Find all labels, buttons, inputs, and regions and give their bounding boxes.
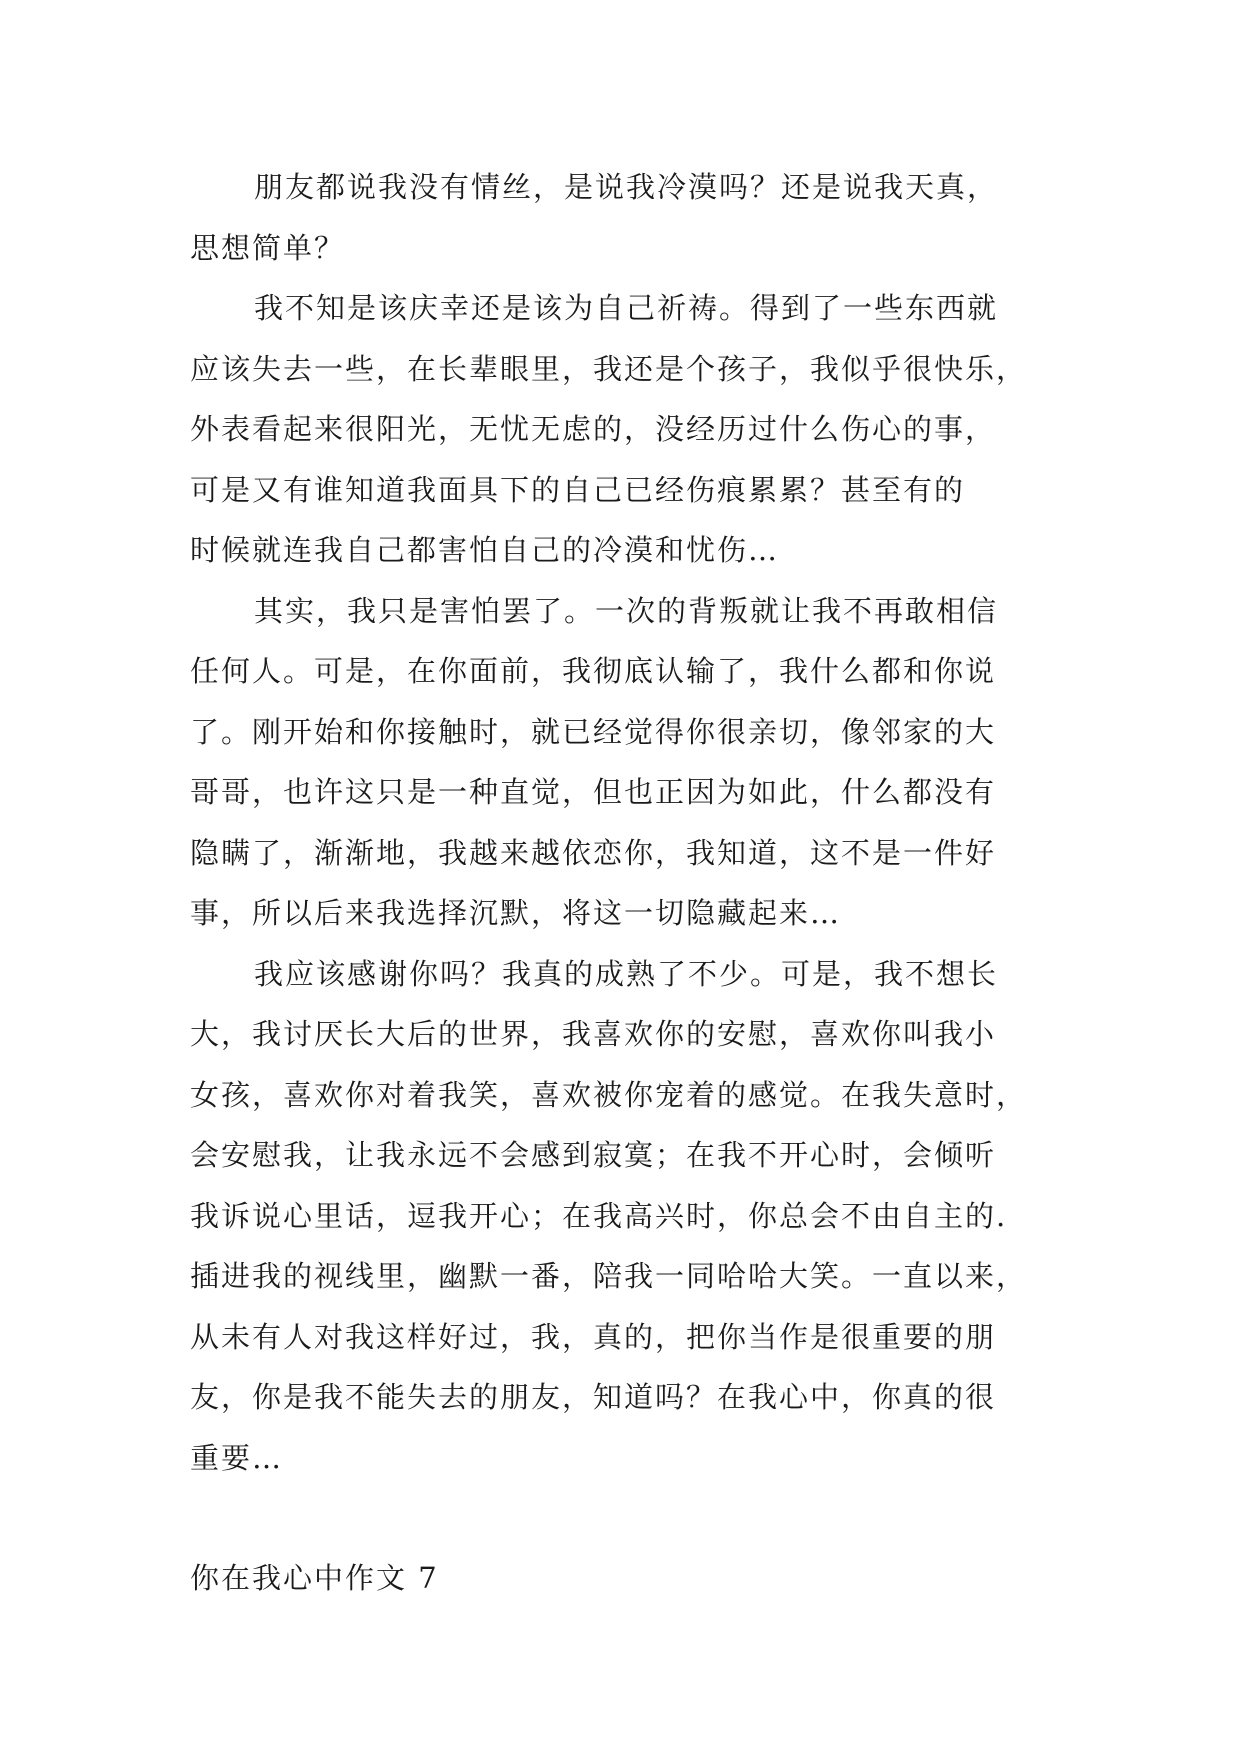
text-line: 我诉说心里话，逗我开心；在我高兴时，你总会不由自主的.: [190, 1198, 1008, 1233]
paragraph: [190, 278, 1060, 581]
text-line: 我应该感谢你吗？我真的成熟了不少。可是，我不想长: [254, 956, 999, 991]
text-line: 应该失去一些，在长辈眼里，我还是个孩子，我似乎很快乐，: [190, 351, 1028, 386]
text-line: 可是又有谁知道我面具下的自己已经伤痕累累？甚至有的: [190, 472, 966, 507]
text-line: 女孩，喜欢你对着我笑，喜欢被你宠着的感觉。在我失意时，: [190, 1077, 1028, 1112]
text-line: 重要…: [190, 1440, 284, 1475]
text-line: 朋友都说我没有情丝，是说我冷漠吗？还是说我天真，: [254, 170, 999, 204]
text-line: 外表看起来很阳光，无忧无虑的，没经历过什么伤心的事，: [190, 412, 997, 446]
text-line: 会安慰我，让我永远不会感到寂寞；在我不开心时，会倾听: [190, 1138, 997, 1172]
text-line: 哥哥，也许这只是一种直觉，但也正因为如此，什么都没有: [190, 775, 997, 809]
paragraph: [190, 944, 1060, 1489]
text-line: 时候就连我自己都害怕自己的冷漠和忧伤…: [190, 533, 780, 567]
text-line: 任何人。可是，在你面前，我彻底认输了，我什么都和你说: [190, 654, 997, 688]
text-line: 从未有人对我这样好过，我，真的，把你当作是很重要的朋: [190, 1319, 997, 1354]
text-line: 友，你是我不能失去的朋友，知道吗？在我心中，你真的很: [190, 1380, 997, 1414]
text-line: 了。刚开始和你接触时，就已经觉得你很亲切，像邻家的大: [190, 714, 997, 749]
paragraph: [190, 157, 1060, 278]
text-line: 其实，我只是害怕罢了。一次的背叛就让我不再敢相信: [254, 593, 999, 628]
text-line: 思想简单？: [190, 230, 346, 265]
document-body: [190, 157, 1060, 1608]
text-line: 大，我讨厌长大后的世界，我喜欢你的安慰，喜欢你叫我小: [190, 1017, 997, 1051]
text-line: 隐瞒了，渐渐地，我越来越依恋你，我知道，这不是一件好: [190, 835, 997, 870]
paragraph-gap: [190, 1488, 1060, 1548]
text-line: 插进我的视线里，幽默一番，陪我一同哈哈大笑。一直以来，: [190, 1259, 1028, 1293]
section-title: 你在我心中作文 7: [190, 1561, 439, 1595]
paragraph: [190, 581, 1060, 944]
text-line: 我不知是该庆幸还是该为自己祈祷。得到了一些东西就: [254, 291, 999, 325]
text-line: 事，所以后来我选择沉默，将这一切隐藏起来…: [190, 896, 842, 930]
